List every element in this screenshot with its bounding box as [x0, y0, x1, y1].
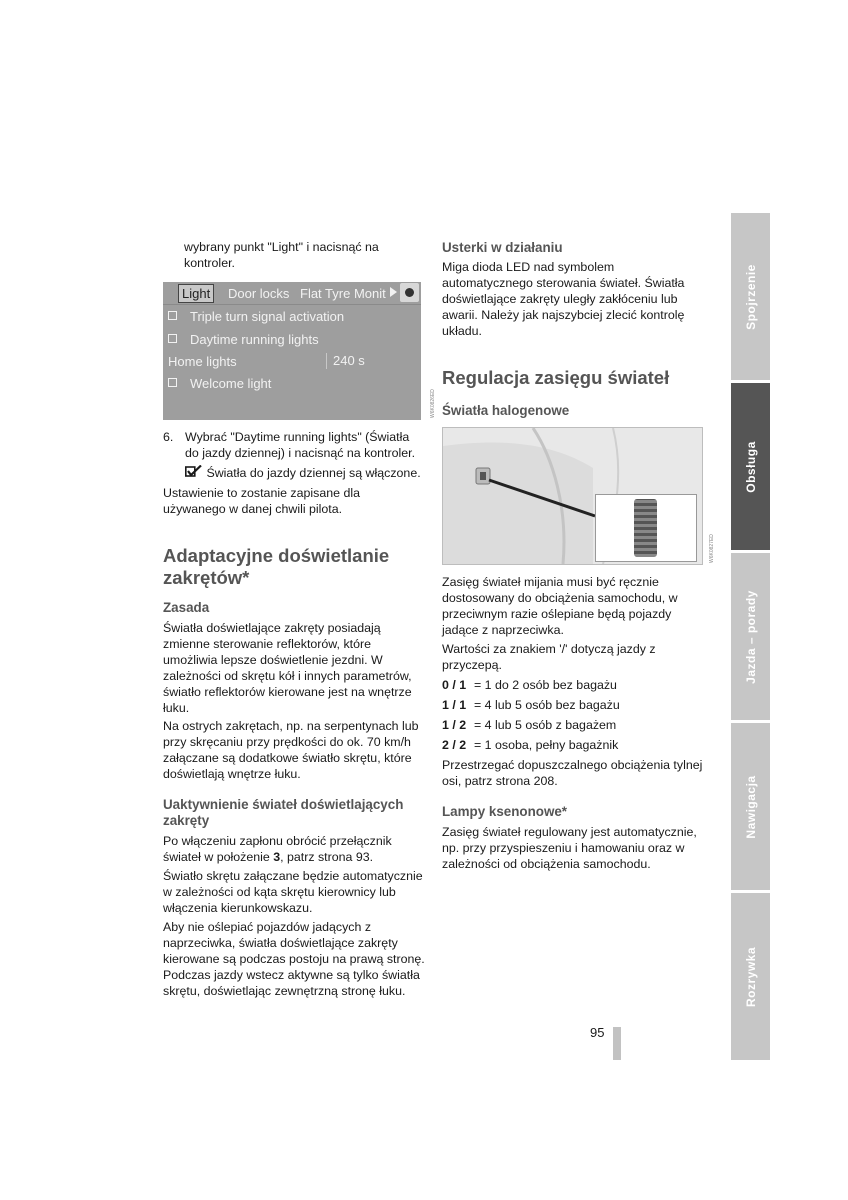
heading-range: Regulacja zasięgu świateł [442, 367, 670, 388]
screen-tabbar [163, 282, 421, 304]
xenon-paragraph: Zasięg świateł regulowany jest automatycznie, np. przy przyspieszeniu i hamowaniu oraz w zależności od obciążenia samochodu. [442, 825, 697, 871]
thumbwheel-inset [595, 494, 697, 562]
side-tab-label: Nawigacja [743, 774, 758, 839]
zasada-paragraph-2: Na ostrych zakrętach, np. na serpentynach lub przy skręcaniu przy prędkości do ok. 70 km/h załączane są dodatkowe światło skrętu, które doświetlają wnętrze łuku. [163, 719, 419, 781]
controller-icon [400, 283, 419, 302]
value-text: 240 s [333, 353, 365, 368]
side-tab-label: Jazda – porady [743, 589, 758, 684]
side-tab-rozrywka[interactable] [731, 893, 770, 1060]
load-settings-list [442, 677, 704, 757]
row-label: Welcome light [190, 376, 272, 391]
list-item: 1 / 1 = 4 lub 5 osób bez bagażu [442, 698, 620, 712]
figure-code: W6K0826ED [430, 389, 436, 418]
side-tab-label: Obsługa [743, 440, 758, 493]
saved-note: Ustawienie to zostanie zapisane dla używanego w danej chwili pilota. [163, 486, 360, 516]
heading-xenon: Lampy ksenonowe* [442, 804, 568, 819]
halogen-paragraph-2: Wartości za znakiem '/' dotyczą jazdy z przyczepą. [442, 642, 656, 672]
row-label: Triple turn signal activation [190, 309, 345, 324]
list-item: 0 / 1 = 1 do 2 osób bez bagażu [442, 678, 617, 692]
zasada-paragraph-1: Światła doświetlające zakręty posiadają zmienne sterowanie reflektorów, które umożliwia lepsze doświetlenie jezdni. W zależności od skrętu kół i innych parametrów, światło reflektorów kierowane jest na wnętrze łuku. [163, 621, 412, 715]
check-result-icon [185, 465, 203, 479]
screen-divider [163, 304, 421, 305]
screen-row-welcome[interactable] [168, 375, 271, 393]
page-number-bar [613, 1027, 621, 1060]
heading-halogen: Światła halogenowe [442, 403, 570, 418]
activation-paragraph-3: Aby nie oślepiać pojazdów jadących z naprzeciwka, światła doświetlające zakręty kierowane są podczas postoju na prawą stronę. Podczas jazdy wstecz aktywne są tylko światła skrętu, doświetlając zewnętrzną stronę łuku. [163, 920, 425, 998]
side-tab-spojrzenie[interactable] [731, 213, 770, 380]
idrive-screen [163, 282, 421, 420]
halogen-figure [442, 427, 703, 565]
page-number: 95 [590, 1025, 605, 1040]
result-text: Światła do jazdy dziennej są włączone. [206, 466, 421, 480]
screen-tab-light[interactable]: Light [178, 284, 214, 303]
continuation-text: wybrany punkt "Light" i nacisnąć na kontroler. [184, 240, 379, 270]
list-item: 2 / 2 = 1 osoba, pełny bagażnik [442, 738, 619, 752]
checkbox-icon[interactable] [168, 334, 177, 343]
screen-row-triple-turn[interactable] [168, 308, 344, 326]
side-tab-label: Spojrzenie [743, 263, 758, 330]
step-number: 6. [163, 430, 174, 444]
checkbox-icon[interactable] [168, 378, 177, 387]
screen-tab-door-locks[interactable]: Door locks [228, 286, 290, 301]
home-lights-value[interactable] [326, 353, 419, 369]
arrow-right-icon[interactable] [390, 287, 397, 297]
step-6 [163, 429, 425, 461]
activation-paragraph-2: Światło skrętu załączane będzie automatycznie w zależności od kąta skrętu kierownicy lub włączenia kierunkowskazu. [163, 869, 423, 915]
side-tab-obsluga[interactable] [731, 383, 770, 550]
list-item: 1 / 2 = 4 lub 5 osób z bagażem [442, 718, 617, 732]
row-label: Daytime running lights [190, 332, 319, 347]
faults-paragraph: Miga dioda LED nad symbolem automatycznego sterowania świateł. Światła doświetlające zakręty uległy zakłóceniu lub awarii. Należy jak najszybciej zlecić kontrolę układu. [442, 260, 685, 338]
axle-note: Przestrzegać dopuszczalnego obciążenia tylnej osi, patrz strona 208. [442, 758, 703, 788]
side-tab-label: Rozrywka [743, 946, 758, 1007]
side-tab-nawigacja[interactable] [731, 723, 770, 890]
row-label: Home lights [168, 354, 237, 369]
thumbwheel-icon [634, 499, 657, 557]
screen-row-daytime[interactable] [168, 331, 319, 349]
step-text: Wybrać "Daytime running lights" (Światła do jazdy dziennej) i nacisnąć na kontroler. [185, 430, 416, 460]
side-tab-jazda-porady[interactable] [731, 553, 770, 720]
heading-zasada: Zasada [163, 600, 210, 615]
screen-row-home-lights[interactable] [168, 353, 237, 371]
heading-faults: Usterki w działaniu [442, 240, 563, 255]
checkbox-icon[interactable] [168, 311, 177, 320]
heading-activation: Uaktywnienie świateł doświetlających zakręty [163, 797, 404, 828]
halogen-paragraph-1: Zasięg świateł mijania musi być ręcznie dostosowany do obciążenia samochodu, w przeciwnym razie oślepiane będą pojazdy jadące z naprzeciwka. [442, 575, 678, 637]
screen-tab-flat-tyre[interactable]: Flat Tyre Monit [300, 286, 386, 301]
activation-paragraph-1: Po włączeniu zapłonu obrócić przełącznik świateł w położenie 3, patrz strona 93. [163, 834, 392, 864]
figure-code: W6K0827ED [709, 534, 715, 563]
heading-adaptive-lights: Adaptacyjne doświetlanie zakrętów* [163, 545, 390, 588]
step-result [185, 465, 425, 481]
